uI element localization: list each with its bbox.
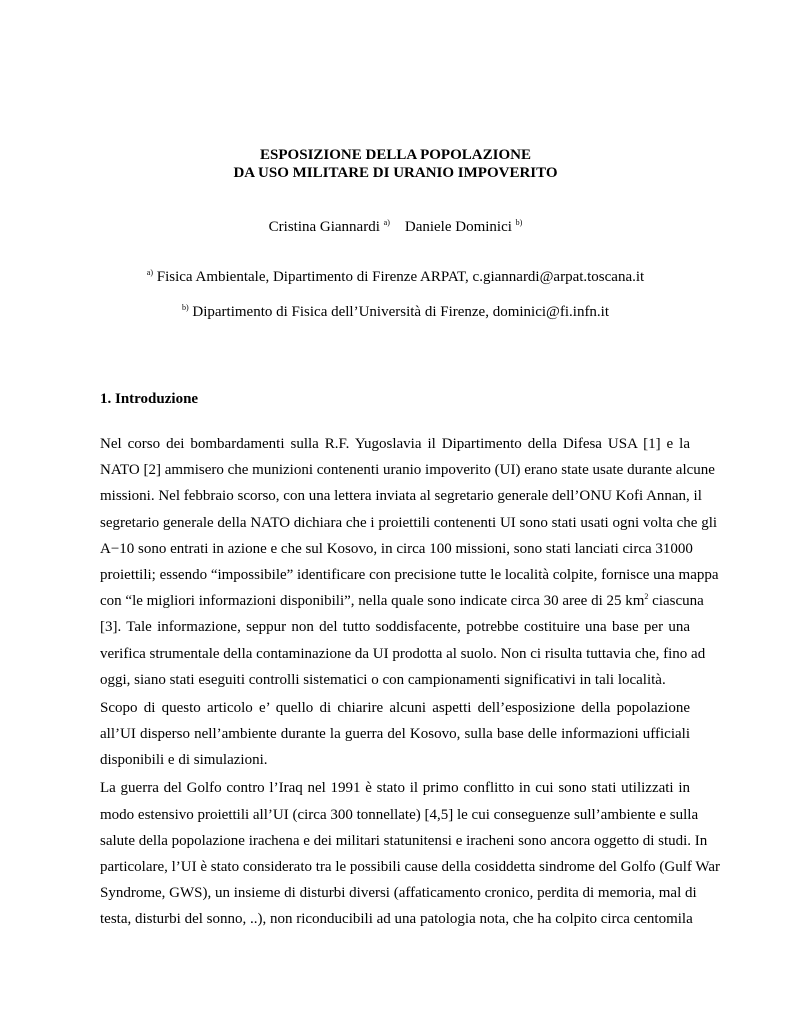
- title-line-2: DA USO MILITARE DI URANIO IMPOVERITO: [233, 165, 558, 181]
- text-line: testa, disturbi del sonno, ..), non riconducibili ad una patologia nota, che ha colpito circa centomila: [100, 911, 693, 928]
- author-name: Daniele Dominici: [404, 219, 512, 235]
- author-name: Cristina Giannardi: [268, 219, 380, 235]
- affiliation-marker: b): [181, 303, 189, 312]
- text-line: salute della popolazione irachena e dei militari statunitensi e iracheni sono ancora oggetto di studi. In: [100, 832, 708, 849]
- paragraph-2: [100, 695, 690, 774]
- text-fragment: ciascuna: [648, 593, 704, 610]
- affiliation-b: [0, 303, 791, 321]
- author-list: [0, 218, 791, 236]
- affiliation-text: Dipartimento di Fisica dell’Università di Firenze, dominici@fi.infn.it: [192, 304, 610, 320]
- text-line: segretario generale della NATO dichiara che i proiettili contenenti UI sono stati usati ogni volta che gli: [100, 514, 718, 531]
- paragraph-3: [100, 775, 720, 932]
- text-line: Syndrome, GWS), un insieme di disturbi diversi (affaticamento cronico, perdita di memoria, mal di: [100, 885, 697, 902]
- text-line: [3]. Tale informazione, seppur non del tutto soddisfacente, potrebbe costituire una base per una: [100, 619, 690, 636]
- text-line: [100, 588, 704, 614]
- body-text: [100, 431, 720, 935]
- paragraph-1: [100, 431, 719, 693]
- affiliation-text: Fisica Ambientale, Dipartimento di Firenze ARPAT, c.giannardi@arpat.toscana.it: [156, 269, 645, 285]
- title-line-1: ESPOSIZIONE DELLA POPOLAZIONE: [260, 147, 531, 163]
- text-line: disponibili e di simulazioni.: [100, 752, 268, 769]
- text-line: La guerra del Golfo contro l’Iraq nel 1991 è stato il primo conflitto in cui sono stati utilizzati in: [100, 780, 690, 797]
- text-line: proiettili; essendo “impossibile” identificare con precisione tutte le località colpite, fornisce una mappa: [100, 566, 719, 583]
- text-line: all’UI disperso nell’ambiente durante la guerra del Kosovo, sulla base delle informazioni ufficiali: [100, 726, 690, 743]
- affiliation-marker: a): [146, 268, 153, 277]
- affiliation-marker: a): [383, 218, 390, 227]
- text-line: modo estensivo proiettili all’UI (circa 300 tonnellate) [4,5] le cui conseguenze sull’ambiente e sulla: [100, 806, 699, 823]
- text-line: NATO [2] ammisero che munizioni contenenti uranio impoverito (UI) erano state usate durante alcune: [100, 462, 715, 479]
- text-line: oggi, siano stati eseguiti controlli sistematici o con campionamenti significativi in tali località.: [100, 671, 666, 688]
- affiliation-marker: b): [515, 218, 523, 227]
- superscript: 2: [644, 592, 649, 602]
- text-line: Scopo di questo articolo e’ quello di chiarire alcuni aspetti dell’esposizione della popolazione: [100, 699, 690, 716]
- text-line: missioni. Nel febbraio scorso, con una lettera inviata al segretario generale dell’ONU Kofi Annan, il: [100, 488, 702, 505]
- section-heading: 1. Introduzione: [100, 391, 199, 407]
- text-line: particolare, l’UI è stato considerato tra le possibili cause della cosiddetta sindrome del Golfo (Gulf War: [100, 859, 720, 875]
- text-fragment: con “le migliori informazioni disponibili”, nella quale sono indicate circa 30 aree di 25 km: [100, 593, 645, 610]
- text-line: A−10 sono entrati in azione e che sul Kosovo, in circa 100 missioni, sono stati lanciati circa 31000: [100, 540, 693, 557]
- affiliation-a: [0, 268, 791, 286]
- text-line: Nel corso dei bombardamenti sulla R.F. Yugoslavia il Dipartimento della Difesa USA [1] e la: [100, 436, 690, 452]
- text-line: verifica strumentale della contaminazione da UI prodotta al suolo. Non ci risulta tuttavia che, fino ad: [100, 645, 706, 662]
